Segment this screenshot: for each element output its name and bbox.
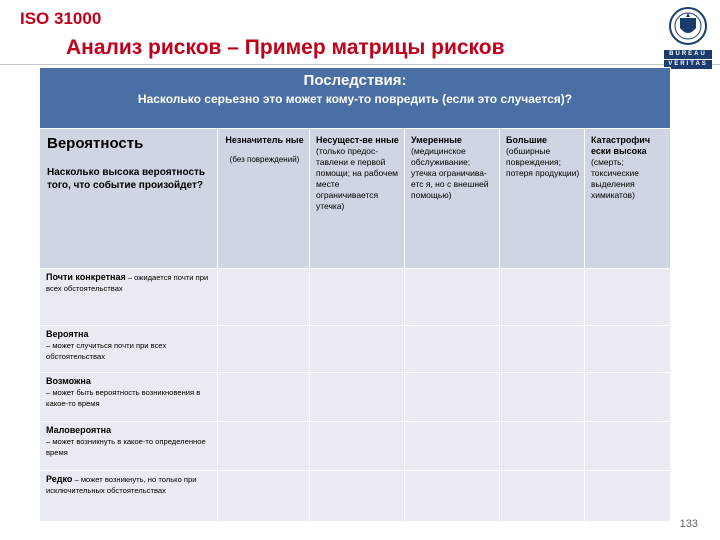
matrix-cell <box>500 373 585 422</box>
matrix-cell <box>585 471 671 522</box>
title-divider <box>0 64 720 65</box>
matrix-cell <box>310 422 405 471</box>
consequences-title: Последствия: <box>303 72 407 89</box>
column-header <box>310 129 405 269</box>
table-row <box>40 373 671 422</box>
row-description: – может случиться почти при всех обстоятельствах <box>46 341 167 361</box>
matrix-cell <box>405 471 500 522</box>
column-note: (обширные повреждения; потеря продукции) <box>506 146 580 178</box>
matrix-cell <box>218 373 310 422</box>
row-title: Почти конкретная <box>46 272 126 282</box>
matrix-cell <box>585 422 671 471</box>
matrix-cell <box>405 373 500 422</box>
row-title: Вероятна <box>46 329 89 339</box>
likelihood-question: Насколько высока вероятность того, что событие произойдет? <box>47 167 206 191</box>
column-title: Большие <box>506 135 548 145</box>
row-description: – может возникнуть, но только при исключительных обстоятельствах <box>46 475 197 495</box>
crest-icon <box>658 4 718 50</box>
matrix-cell <box>310 269 405 326</box>
matrix-cell <box>405 422 500 471</box>
bureau-veritas-logo <box>658 4 718 70</box>
standard-label: ISO 31000 <box>20 9 102 28</box>
matrix-cell <box>500 471 585 522</box>
row-label <box>40 422 218 471</box>
matrix-cell <box>500 422 585 471</box>
matrix-cell <box>585 326 671 373</box>
column-header <box>218 129 310 269</box>
row-title: Возможна <box>46 376 91 386</box>
table-row <box>40 269 671 326</box>
column-title: Катастрофич ески высока <box>591 135 651 156</box>
row-description: – может возникнуть в какое-то определенное время <box>46 437 206 457</box>
matrix-cell <box>585 373 671 422</box>
matrix-cell <box>218 326 310 373</box>
logo-line-1: BUREAU <box>664 50 712 59</box>
page-number: 133 <box>679 518 698 530</box>
matrix-cell <box>405 326 500 373</box>
consequences-header <box>40 68 671 129</box>
column-note: (смерть; токсические выделения химикатов) <box>591 157 639 200</box>
column-header <box>500 129 585 269</box>
column-title: Незначитель ные <box>225 135 304 145</box>
matrix-cell <box>500 326 585 373</box>
matrix-cell <box>310 326 405 373</box>
consequences-question: Насколько серьезно это может кому-то повредить (если это случается)? <box>137 92 573 106</box>
row-label <box>40 471 218 522</box>
risk-matrix-table <box>39 67 671 522</box>
matrix-cell <box>585 269 671 326</box>
row-label <box>40 269 218 326</box>
matrix-cell <box>218 471 310 522</box>
column-note: (только предос-тавлени е первой помощи; на рабочем месте ограничивается утечка) <box>316 146 399 211</box>
row-title: Маловероятна <box>46 425 112 435</box>
row-description: – ожидается почти при всех обстоятельствах <box>46 273 209 293</box>
column-note: (медицинское обслуживание; утечка ограничива-етс я, но с внешней помощью) <box>411 146 489 200</box>
likelihood-header <box>40 129 218 269</box>
column-header <box>585 129 671 269</box>
column-note: (без повреждений) <box>229 155 300 164</box>
logo-line-2: VERITAS <box>664 60 712 69</box>
column-title: Несущест-ве нные <box>316 135 399 145</box>
matrix-cell <box>218 269 310 326</box>
table-row <box>40 326 671 373</box>
row-label <box>40 373 218 422</box>
column-header <box>405 129 500 269</box>
column-title: Умеренные <box>411 135 462 145</box>
matrix-cell <box>218 422 310 471</box>
slide-title: Анализ рисков – Пример матрицы рисков <box>66 36 505 59</box>
matrix-cell <box>310 471 405 522</box>
table-row <box>40 422 671 471</box>
row-title: Редко <box>46 474 73 484</box>
likelihood-title: Вероятность <box>47 135 144 152</box>
row-label <box>40 326 218 373</box>
table-row <box>40 471 671 522</box>
matrix-cell <box>405 269 500 326</box>
matrix-cell <box>310 373 405 422</box>
row-description: – может быть вероятность возникновения в какое-то время <box>46 388 201 408</box>
matrix-cell <box>500 269 585 326</box>
